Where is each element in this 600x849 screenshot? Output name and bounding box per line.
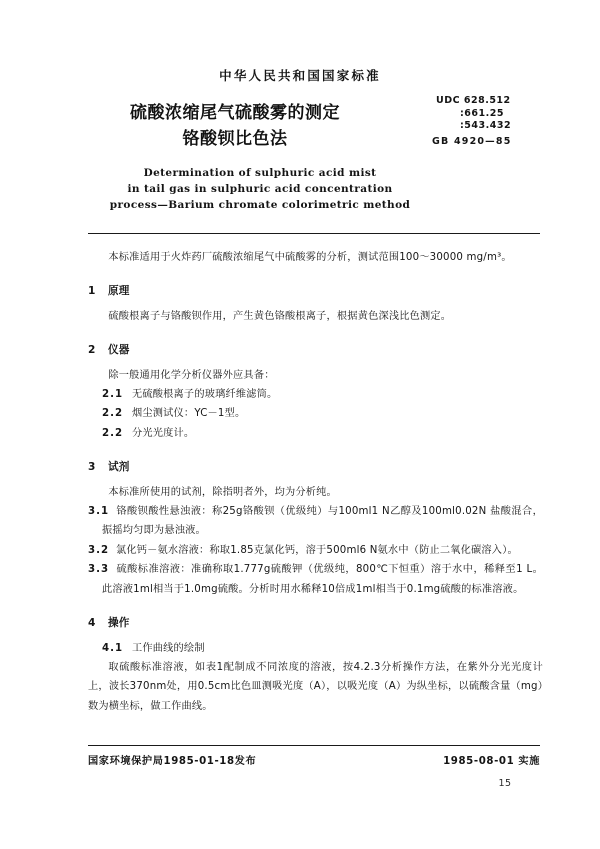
section-3-title: 试剂 bbox=[108, 461, 130, 474]
section-2-title: 仪器 bbox=[108, 344, 130, 357]
issuing-authority-and-date: 国家环境保护局1985-01-18发布 bbox=[88, 756, 257, 767]
udc-code-tertiary: :543.432 bbox=[460, 120, 512, 131]
list-item bbox=[88, 541, 543, 560]
section-2-heading bbox=[88, 341, 543, 360]
item-4-1-heading bbox=[88, 639, 543, 658]
item-3-1-text: 铬酸钡酸性悬浊液：称25g铬酸钡（优级纯）与100ml1 N乙醇及100ml0.02N 盐酸混合，振摇均匀即为悬浊液。 bbox=[102, 506, 543, 537]
national-standard-header: 中华人民共和国国家标准 bbox=[219, 68, 381, 83]
header-divider bbox=[88, 233, 540, 234]
item-3-2-text: 氯化钙－氨水溶液：称取1.85克氯化钙，溶于500ml6 N氨水中（防止二氧化碳溶入）。 bbox=[115, 544, 518, 556]
section-1-heading bbox=[88, 282, 543, 301]
item-2-1-number: 2.1 bbox=[102, 389, 124, 401]
item-4-1-text: 取硫酸标准溶液，如表1配制成不同浓度的溶液，按4.2.3分析操作方法，在紫外分光光度计上，波长370nm处，用0.5cm比色皿测吸光度（A），以吸光度（A）为纵坐标，以硫酸含量（mg）数为横坐标，做工作曲线。 bbox=[88, 661, 543, 712]
section-3-number: 3 bbox=[88, 461, 96, 474]
effective-date: 1985-08-01 实施 bbox=[443, 756, 540, 767]
standard-number: GB 4920—85 bbox=[432, 135, 512, 147]
document-title-block bbox=[60, 100, 410, 152]
section-3-intro: 本标准所使用的试剂，除指明者外，均为分析纯。 bbox=[108, 486, 337, 498]
scope-paragraph: 本标准适用于火炸药厂硫酸浓缩尾气中硫酸雾的分析，测试范围100～30000 mg/m³。 bbox=[108, 252, 512, 263]
page-title-line-1: 硫酸浓缩尾气硫酸雾的测定 bbox=[130, 103, 340, 123]
english-title-block bbox=[60, 165, 460, 213]
item-4-1-number: 4.1 bbox=[102, 642, 124, 654]
item-4-1-title: 工作曲线的绘制 bbox=[132, 642, 205, 654]
udc-code-primary: UDC 628.512 bbox=[436, 95, 511, 106]
item-3-2-number: 3.2 bbox=[88, 544, 110, 556]
item-2-2-text: 烟尘测试仪：YC－1型。 bbox=[132, 408, 246, 420]
english-title-line-1: Determination of sulphuric acid mist bbox=[143, 167, 377, 179]
section-3-heading bbox=[88, 458, 543, 477]
section-2-number: 2 bbox=[88, 344, 96, 357]
section-2-intro: 除一般通用化学分析仪器外应具备： bbox=[108, 369, 275, 381]
item-2-3-number: 2.2 bbox=[102, 427, 124, 439]
list-item bbox=[88, 385, 543, 404]
list-item bbox=[88, 424, 543, 443]
item-3-3-number: 3.3 bbox=[88, 564, 110, 576]
item-2-1-text: 无硫酸根离子的玻璃纤维滤筒。 bbox=[132, 389, 278, 401]
english-title-line-3: process—Barium chromate colorimetric method bbox=[109, 199, 411, 211]
list-item bbox=[88, 560, 543, 599]
page-title-line-2: 铬酸钡比色法 bbox=[182, 129, 288, 149]
section-4-heading bbox=[88, 614, 543, 633]
document-body bbox=[88, 248, 543, 716]
section-1-number: 1 bbox=[88, 285, 96, 298]
page-number: 15 bbox=[498, 778, 512, 789]
section-1-text: 硫酸根离子与铬酸钡作用，产生黄色铬酸根离子，根据黄色深浅比色测定。 bbox=[108, 310, 452, 322]
udc-code-secondary: :661.25 bbox=[460, 107, 504, 119]
list-item bbox=[88, 404, 543, 423]
udc-classification-block bbox=[432, 95, 582, 148]
footer-divider bbox=[88, 745, 540, 746]
section-1-title: 原理 bbox=[108, 285, 130, 298]
document-footer bbox=[88, 752, 540, 767]
item-3-3-text: 硫酸标准溶液：准确称取1.777g硫酸钾（优级纯，800℃下恒重）溶于水中，稀释至1 L。此溶液1ml相当于1.0mg硫酸。分析时用水稀释10倍成1ml相当于0.1mg硫酸的标准溶液。 bbox=[102, 564, 543, 595]
item-2-2-number: 2.2 bbox=[102, 408, 124, 420]
section-4-number: 4 bbox=[88, 617, 96, 630]
item-2-3-text: 分光光度计。 bbox=[132, 427, 195, 439]
item-3-1-number: 3.1 bbox=[88, 506, 110, 518]
english-title-line-2: in tail gas in sulphuric acid concentration bbox=[127, 183, 393, 195]
list-item bbox=[88, 502, 543, 541]
section-4-title: 操作 bbox=[108, 617, 130, 630]
